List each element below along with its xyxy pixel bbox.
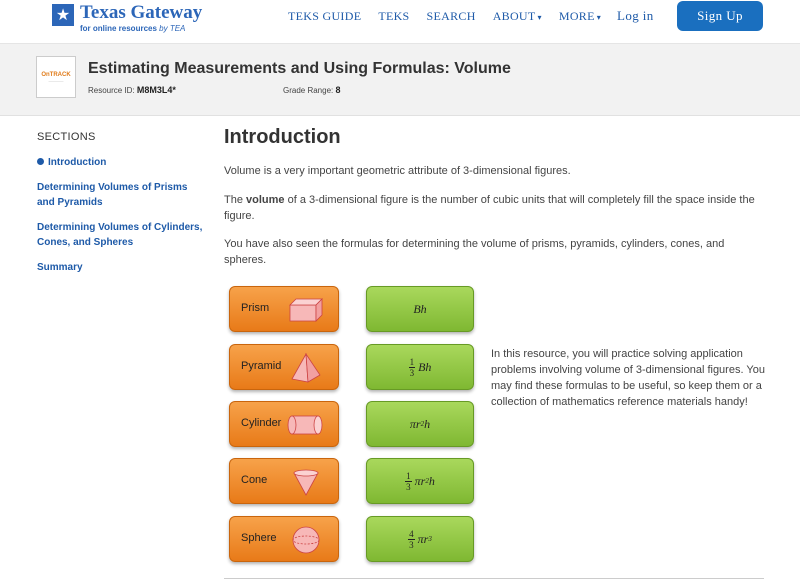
cone-button[interactable]: Cone: [229, 458, 339, 504]
caret-down-icon: ▾: [596, 13, 602, 22]
sidebar-item-summary[interactable]: Summary: [37, 262, 83, 273]
sidebar-item-prisms-pyramids[interactable]: Determining Volumes of Prisms and Pyramids: [37, 182, 188, 208]
sphere-icon: [286, 525, 326, 555]
resource-id: Resource ID: M8M3L4*: [88, 85, 176, 95]
sidebar-item-introduction[interactable]: Introduction: [37, 155, 207, 170]
prism-button[interactable]: Prism: [229, 286, 339, 332]
nav-more[interactable]: MORE ▾: [558, 9, 602, 23]
prism-icon: [286, 295, 326, 325]
intro-paragraph-1: Volume is a very important geometric attribute of 3-dimensional figures.: [224, 165, 571, 177]
site-header: [0, 0, 800, 44]
fraction: $\frac{4}{3}$: [409, 528, 414, 550]
pyramid-icon: [286, 353, 326, 383]
site-logo[interactable]: [52, 2, 202, 36]
nav-teks-guide[interactable]: TEKS GUIDE: [288, 9, 362, 23]
page-title: Introduction: [224, 126, 341, 148]
formula-cone[interactable]: $\frac{1}{3}$ πr 2 h: [366, 458, 474, 504]
nav-search[interactable]: SEARCH: [426, 9, 476, 23]
sections-nav: [37, 155, 207, 285]
cone-icon: [286, 467, 326, 497]
logo-tagline-line: —————: [48, 78, 64, 83]
login-link[interactable]: Log in: [617, 8, 654, 23]
logo-subtitle: for online resources by TEA: [80, 24, 186, 33]
formula-pyramid[interactable]: $\frac{1}{3}$ Bh: [366, 344, 474, 390]
nav-teks[interactable]: TEKS: [378, 9, 410, 23]
sphere-button[interactable]: Sphere: [229, 516, 339, 562]
logo-title: Texas Gateway: [80, 2, 203, 23]
resource-title: Estimating Measurements and Using Formulas: Volume: [88, 60, 511, 77]
formula-prism[interactable]: Bh: [366, 286, 474, 332]
formula-sphere[interactable]: $\frac{4}{3}$ πr 3: [366, 516, 474, 562]
signup-button[interactable]: Sign Up: [677, 1, 763, 31]
intro-paragraph-2: The volume of a 3-dimensional figure is the number of cubic units that will completely fill the space inside the figure.: [224, 194, 755, 222]
sections-heading: SECTIONS: [37, 131, 96, 143]
intro-paragraph-3: You have also seen the formulas for determining the volume of prisms, pyramids, cylinders, cones, and spheres.: [224, 238, 725, 266]
star-icon: ★: [52, 4, 74, 26]
pyramid-button[interactable]: Pyramid: [229, 344, 339, 390]
resource-bar: [0, 44, 800, 116]
cylinder-icon: [286, 410, 326, 440]
divider: [224, 578, 764, 579]
practice-paragraph: In this resource, you will practice solving application problems involving volume of 3-dimensional figures. You may find these formulas to be useful, so keep them or a collection of mathematics reference materials handy!: [491, 348, 765, 408]
main-nav: [288, 9, 618, 24]
fraction: $\frac{1}{3}$: [406, 470, 411, 492]
caret-down-icon: ▾: [537, 13, 542, 22]
nav-about[interactable]: ABOUT ▾: [492, 9, 542, 23]
grade-range: Grade Range: 8: [283, 85, 341, 95]
formula-cylinder[interactable]: πr 2 h: [366, 401, 474, 447]
ontrack-logo: OnTRACK —————: [36, 56, 76, 98]
active-dot-icon: [37, 158, 44, 165]
sidebar-item-cylinders-cones-spheres[interactable]: Determining Volumes of Cylinders, Cones, and Spheres: [37, 222, 203, 248]
cylinder-button[interactable]: Cylinder: [229, 401, 339, 447]
fraction: $\frac{1}{3}$: [409, 356, 415, 378]
